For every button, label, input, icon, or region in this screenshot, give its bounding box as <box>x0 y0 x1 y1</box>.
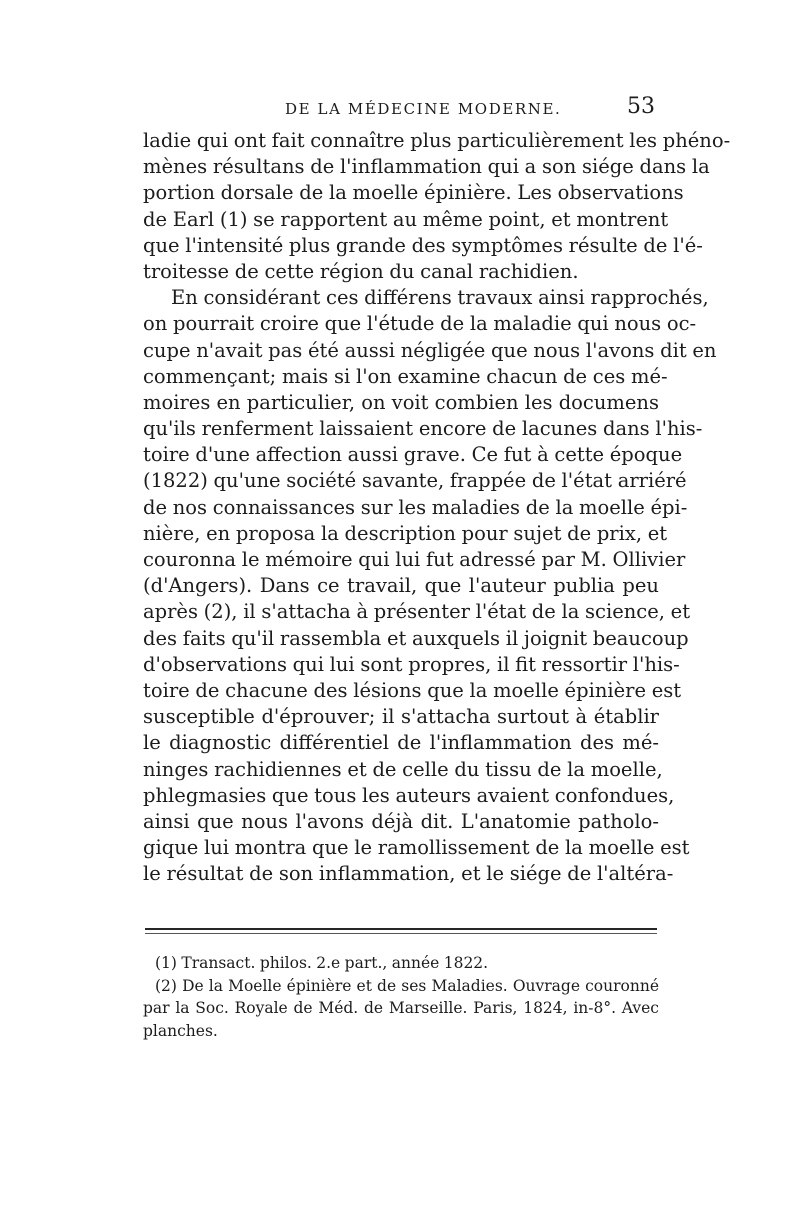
running-head: DE LA MÉDECINE MODERNE. <box>285 100 562 118</box>
text-line: toire de chacune des lésions que la moelle épinière est <box>143 678 682 702</box>
text-line: commençant; mais si l'on examine chacun de ces mé- <box>143 364 668 388</box>
text-line: portion dorsale de la moelle épinière. Les observations <box>143 181 684 205</box>
footnote-line: planches. <box>143 1021 218 1040</box>
footnote-line: (1) Transact. philos. 2.e part., année 1822. <box>155 954 489 972</box>
footnote-line: (2) De la Moelle épinière et de ses Maladies. Ouvrage couronné <box>155 976 659 995</box>
text-line: susceptible d'éprouver; il s'attacha surtout à établir <box>143 705 659 729</box>
text-line: qu'ils renferment laissaient encore de lacunes dans l'his- <box>143 417 703 441</box>
text-line: nière, en proposa la description pour sujet de prix, et <box>143 521 668 545</box>
text-line: d'observations qui lui sont propres, il fit ressortir l'his- <box>143 652 680 676</box>
text-line: le résultat de son inflammation, et le siége de l'altéra- <box>143 862 674 886</box>
footnote-line: par la Soc. Royale de Méd. de Marseille. Paris, 1824, in-8°. Avec <box>143 999 659 1017</box>
page-header <box>145 94 657 124</box>
text-line: de nos connaissances sur les maladies de la moelle épi- <box>143 495 688 519</box>
text-line: mènes résultans de l'inflammation qui a son siége dans la <box>143 155 710 179</box>
text-line: cupe n'avait pas été aussi négligée que nous l'avons dit en <box>143 338 717 362</box>
text-line: (d'Angers). Dans ce travail, que l'auteur publia peu <box>143 574 659 598</box>
text-line: troitesse de cette région du canal rachidien. <box>143 259 579 283</box>
page-number: 53 <box>627 94 655 119</box>
text-line: phlegmasies que tous les auteurs avaient confondues, <box>143 783 675 807</box>
text-line: de Earl (1) se rapportent au même point, et montrent <box>143 207 669 231</box>
footnote-divider-thin <box>145 933 657 934</box>
text-line: le diagnostic différentiel de l'inflammation des mé- <box>143 731 659 755</box>
footnote-divider <box>145 928 657 930</box>
footnotes <box>143 952 659 1042</box>
body-text <box>143 128 731 887</box>
text-line: on pourrait croire que l'étude de la maladie qui nous oc- <box>143 312 697 336</box>
text-line: gique lui montra que le ramollissement de la moelle est <box>143 836 690 860</box>
text-line: ladie qui ont fait connaître plus particulièrement les phéno- <box>143 129 731 152</box>
text-line: En considérant ces différens travaux ainsi rapprochés, <box>171 286 709 310</box>
text-line: couronna le mémoire qui lui fut adressé par M. Ollivier <box>143 548 686 571</box>
text-line: ainsi que nous l'avons déjà dit. L'anatomie patholo- <box>143 809 659 833</box>
text-line: après (2), il s'attacha à présenter l'état de la science, et <box>143 600 691 624</box>
text-line: des faits qu'il rassembla et auxquels il joignit beaucoup <box>143 626 689 650</box>
text-line: (1822) qu'une société savante, frappée de l'état arriéré <box>143 469 687 493</box>
text-line: ninges rachidiennes et de celle du tissu de la moelle, <box>143 757 663 781</box>
text-line: toire d'une affection aussi grave. Ce fut à cette époque <box>143 443 683 467</box>
text-line: que l'intensité plus grande des symptômes résulte de l'é- <box>143 233 703 257</box>
text-line: moires en particulier, on voit combien les documens <box>143 390 659 414</box>
